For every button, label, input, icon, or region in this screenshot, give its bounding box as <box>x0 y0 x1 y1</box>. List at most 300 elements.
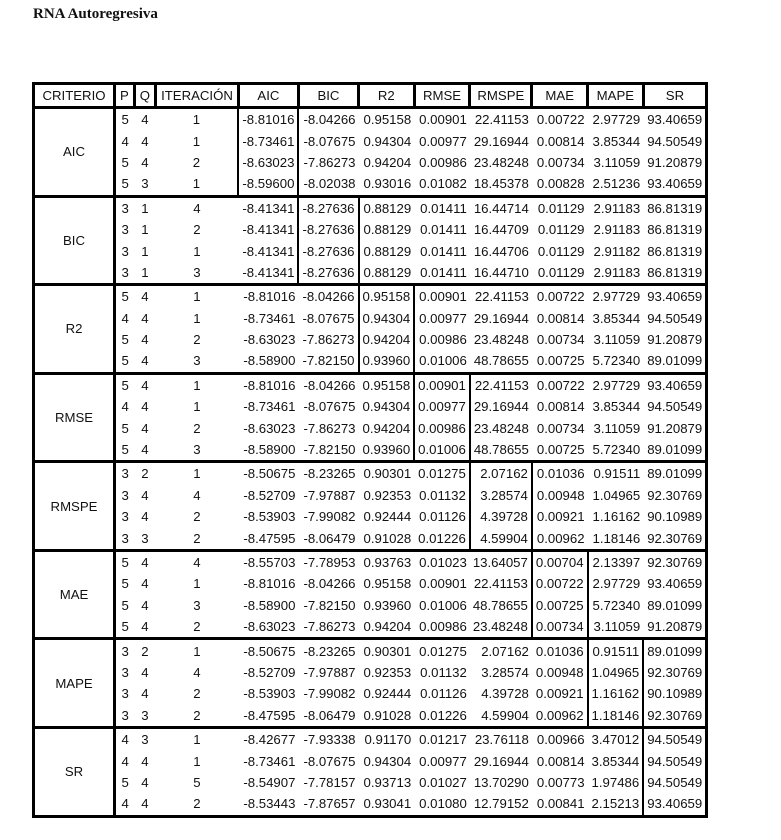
cell-sr: 89.01099 <box>643 639 707 662</box>
cell-sr: 93.40659 <box>643 373 707 396</box>
cell-sr: 89.01099 <box>647 442 703 458</box>
cell-mae: 0.00725 <box>536 442 585 458</box>
cell-bic: -7.82150 <box>303 597 356 613</box>
cell-iteracion: 2 <box>193 420 201 436</box>
cell-mape: 1.04965 <box>592 487 641 503</box>
cell-rmspe: 4.39728 <box>481 686 529 702</box>
cell-rmspe: 23.48248 <box>473 154 529 170</box>
table-row <box>34 152 707 173</box>
cell-aic: -8.54907 <box>243 774 296 790</box>
cell-q: 4 <box>141 774 149 790</box>
criterio-cell: MAE <box>34 550 115 639</box>
cell-iteracion: 3 <box>193 597 201 613</box>
cell-aic: -8.52709 <box>243 664 296 680</box>
criterio-cell: BIC <box>34 196 115 285</box>
cell-mae: 0.00773 <box>536 774 585 790</box>
cell-mae: 0.00841 <box>536 796 585 812</box>
cell-p: 3 <box>121 509 129 525</box>
table-row <box>34 329 707 350</box>
cell-iteracion: 1 <box>193 576 201 592</box>
cell-r2: 0.94204 <box>363 154 412 170</box>
cell-mape: 2.15213 <box>591 796 640 812</box>
cell-aic: -8.53903 <box>243 509 296 525</box>
cell-rmse: 0.01132 <box>420 664 467 680</box>
cell-iteracion: 5 <box>193 774 201 790</box>
cell-rmspe: 4.59904 <box>481 707 529 723</box>
cell-iteracion: 2 <box>192 154 201 170</box>
cell-mape: 3.11059 <box>593 619 641 635</box>
cell-bic: -7.78953 <box>298 550 358 573</box>
cell-rmse: 0.01126 <box>420 686 467 702</box>
cell-rmspe: 48.78655 <box>472 597 528 613</box>
table-row <box>34 462 707 485</box>
cell-mae: 0.00734 <box>532 616 588 639</box>
cell-mae: 0.00921 <box>535 686 584 702</box>
cell-mae: 0.00704 <box>532 550 588 573</box>
cell-rmse: 0.01217 <box>414 727 470 750</box>
cell-r2: 0.93960 <box>362 442 411 458</box>
cell-rmse: 0.00901 <box>414 285 470 308</box>
cell-sr: 89.01099 <box>647 353 703 369</box>
cell-p: 5 <box>115 550 135 573</box>
cell-r2: 0.88129 <box>363 222 412 238</box>
table-row <box>34 485 707 506</box>
cell-sr: 93.40659 <box>643 793 707 816</box>
table-row <box>34 240 707 261</box>
cell-aic: -8.42677 <box>238 727 298 750</box>
cell-mae: 0.00814 <box>536 753 585 769</box>
cell-sr: 92.30769 <box>643 550 707 573</box>
cell-aic: -8.73461 <box>243 310 296 326</box>
cell-r2: 0.91170 <box>359 727 415 750</box>
cell-rmspe: 23.48248 <box>473 332 529 348</box>
cell-p: 5 <box>121 442 129 458</box>
table-row <box>34 772 707 793</box>
cell-q: 4 <box>141 133 149 149</box>
cell-iteracion: 1 <box>193 243 201 259</box>
cell-q: 1 <box>141 264 149 280</box>
cell-mae: 0.00722 <box>532 285 588 308</box>
cell-sr: 94.50549 <box>643 772 707 793</box>
cell-bic: -8.27636 <box>298 262 358 285</box>
cell-mae: 0.00814 <box>536 399 585 415</box>
cell-mape: 2.97729 <box>592 576 641 592</box>
cell-aic: -8.81016 <box>243 576 296 592</box>
cell-rmse: 0.00901 <box>419 576 467 592</box>
cell-mape: 5.72340 <box>592 597 641 613</box>
cell-mae: 0.01129 <box>537 243 585 259</box>
cell-iteracion: 2 <box>193 707 201 723</box>
table-row <box>34 727 707 750</box>
cell-p: 3 <box>121 487 129 503</box>
cell-q: 4 <box>134 285 155 308</box>
cell-sr: 92.30769 <box>647 530 703 546</box>
cell-sr: 90.10989 <box>647 686 703 702</box>
table-row <box>34 308 707 329</box>
cell-mae: 0.00828 <box>536 176 585 192</box>
cell-q: 4 <box>141 686 149 702</box>
cell-aic: -8.81016 <box>238 373 298 396</box>
cell-aic: -8.73461 <box>243 753 296 769</box>
cell-mape: 3.85344 <box>592 310 641 326</box>
cell-mae: 0.00962 <box>535 707 584 723</box>
cell-sr: 92.30769 <box>647 707 703 723</box>
cell-mape: 1.16162 <box>592 509 641 525</box>
header-rmspe: RMSPE <box>470 84 532 108</box>
cell-rmse: 0.01226 <box>418 530 466 546</box>
cell-r2: 0.94304 <box>362 399 411 415</box>
cell-iteracion: 1 <box>156 285 239 308</box>
cell-r2: 0.94304 <box>363 753 412 769</box>
cell-iteracion: 4 <box>156 550 239 573</box>
cell-mape: 1.97486 <box>591 774 640 790</box>
cell-aic: -8.47595 <box>243 707 296 723</box>
table-row <box>34 219 707 240</box>
cell-sr: 86.81319 <box>647 222 703 238</box>
cell-rmspe: 13.70290 <box>473 774 529 790</box>
cell-iteracion: 3 <box>193 264 201 280</box>
cell-aic: -8.63023 <box>243 332 296 348</box>
cell-mape: 2.51236 <box>592 176 641 192</box>
cell-rmspe: 22.41153 <box>473 576 528 592</box>
cell-sr: 94.50549 <box>647 399 703 415</box>
cell-rmspe: 3.28574 <box>470 485 532 506</box>
cell-bic: -8.23265 <box>298 462 358 485</box>
cell-iteracion: 1 <box>193 399 201 415</box>
cell-rmspe: 23.76118 <box>470 727 532 750</box>
cell-iteracion: 2 <box>193 686 201 702</box>
cell-rmspe: 13.64057 <box>470 550 532 573</box>
cell-mape: 2.97729 <box>588 373 644 396</box>
cell-r2: 0.93016 <box>363 176 412 192</box>
cell-r2: 0.88129 <box>359 196 415 219</box>
cell-aic: -8.59600 <box>238 173 298 196</box>
header-mae: MAE <box>532 84 588 108</box>
cell-p: 5 <box>115 108 135 131</box>
table-row <box>34 506 707 527</box>
header-sr: SR <box>643 84 707 108</box>
cell-p: 5 <box>115 373 135 396</box>
criterio-cell: AIC <box>34 108 115 197</box>
cell-bic: -7.87657 <box>303 796 356 812</box>
cell-q: 2 <box>134 462 155 485</box>
cell-mae: 0.00814 <box>536 310 585 326</box>
cell-p: 3 <box>121 530 129 546</box>
cell-q: 4 <box>141 509 149 525</box>
cell-mae: 0.00948 <box>535 664 584 680</box>
table-row <box>34 285 707 308</box>
cell-sr: 93.40659 <box>643 108 707 131</box>
cell-rmspe: 16.44710 <box>473 264 529 280</box>
cell-sr: 93.40659 <box>643 285 707 308</box>
cell-rmspe: 22.41153 <box>470 285 532 308</box>
header-bic: BIC <box>298 84 358 108</box>
cell-mae: 0.00734 <box>536 154 585 170</box>
cell-rmspe: 3.28574 <box>481 664 529 680</box>
cell-mae: 0.00722 <box>532 108 588 131</box>
criterio-cell: MAPE <box>34 639 115 728</box>
cell-mae: 0.00725 <box>532 595 588 616</box>
cell-p: 5 <box>121 353 129 369</box>
cell-mape: 3.85344 <box>591 753 640 769</box>
cell-rmspe: 23.48248 <box>472 619 528 635</box>
cell-rmspe: 29.16944 <box>473 133 529 149</box>
cell-rmspe: 4.59904 <box>470 527 532 550</box>
cell-mae: 0.00962 <box>536 530 585 546</box>
cell-rmse: 0.01006 <box>419 597 467 613</box>
cell-sr: 93.40659 <box>647 576 703 592</box>
cell-rmse: 0.01082 <box>419 176 467 192</box>
criterio-cell: R2 <box>34 285 115 374</box>
cell-aic: -8.73461 <box>243 399 296 415</box>
cell-q: 4 <box>141 332 149 348</box>
cell-rmse: 0.01132 <box>419 487 466 503</box>
cell-bic: -8.27636 <box>298 219 358 240</box>
cell-r2: 0.95158 <box>359 373 415 396</box>
cell-r2: 0.90301 <box>359 639 415 662</box>
cell-q: 4 <box>141 310 149 326</box>
cell-bic: -8.07675 <box>303 399 356 415</box>
cell-rmse: 0.01126 <box>419 509 466 525</box>
cell-p: 5 <box>121 176 129 192</box>
cell-aic: -8.41341 <box>242 264 295 280</box>
cell-bic: -8.04266 <box>298 373 358 396</box>
table-row <box>34 662 707 683</box>
cell-bic: -8.06479 <box>303 530 356 546</box>
cell-iteracion: 1 <box>156 639 239 662</box>
cell-iteracion: 3 <box>193 353 201 369</box>
cell-bic: -8.07675 <box>302 310 355 326</box>
cell-mape: 3.85344 <box>592 133 641 149</box>
cell-p: 3 <box>115 639 135 662</box>
cell-rmspe: 16.44709 <box>473 222 529 238</box>
cell-sr: 90.10989 <box>647 509 703 525</box>
cell-q: 4 <box>141 664 149 680</box>
cell-bic: -8.04266 <box>298 108 358 131</box>
criterio-cell: RMSPE <box>34 462 115 551</box>
table-row <box>34 793 707 816</box>
cell-aic: -8.81016 <box>238 285 298 308</box>
cell-rmse: 0.00901 <box>414 108 470 131</box>
cell-q: 3 <box>141 176 149 192</box>
cell-mape: 3.11059 <box>593 332 641 348</box>
cell-sr: 91.20879 <box>647 332 703 348</box>
cell-mae: 0.00966 <box>532 727 588 750</box>
cell-bic: -7.97887 <box>303 664 356 680</box>
cell-r2: 0.92444 <box>363 509 412 525</box>
header-r2: R2 <box>359 84 415 108</box>
cell-mape: 1.18146 <box>592 530 641 546</box>
cell-r2: 0.93763 <box>359 550 415 573</box>
cell-r2: 0.93960 <box>363 597 412 613</box>
table-row <box>34 373 707 396</box>
cell-q: 4 <box>141 420 149 436</box>
cell-sr: 94.50549 <box>647 310 703 326</box>
cell-sr: 91.20879 <box>647 420 703 436</box>
cell-sr: 93.40659 <box>647 176 703 192</box>
cell-rmse: 0.01226 <box>419 707 467 723</box>
cell-rmspe: 29.16944 <box>473 399 529 415</box>
header-q: Q <box>134 84 155 108</box>
cell-aic: -8.58900 <box>243 353 296 369</box>
cell-r2: 0.91028 <box>363 707 412 723</box>
cell-bic: -8.04266 <box>303 576 356 592</box>
cell-p: 4 <box>121 796 129 812</box>
table-row <box>34 196 707 219</box>
cell-aic: -8.41341 <box>238 196 298 219</box>
cell-q: 3 <box>141 530 149 546</box>
cell-q: 1 <box>141 222 149 238</box>
cell-mae: 0.00734 <box>536 332 585 348</box>
cell-q: 4 <box>141 487 149 503</box>
cell-aic: -8.58900 <box>243 442 296 458</box>
cell-r2: 0.94304 <box>359 308 415 329</box>
cell-rmse: 0.00986 <box>419 154 467 170</box>
cell-rmspe: 48.78655 <box>473 442 529 458</box>
cell-iteracion: 4 <box>193 664 201 680</box>
cell-rmse: 0.01411 <box>414 196 470 219</box>
cell-q: 3 <box>141 707 149 723</box>
cell-rmse: 0.01006 <box>414 439 470 462</box>
cell-mae: 0.01129 <box>537 222 585 238</box>
cell-q: 4 <box>141 597 149 613</box>
cell-rmse: 0.01027 <box>419 774 467 790</box>
cell-sr: 91.20879 <box>647 154 703 170</box>
cell-mape: 3.11059 <box>593 154 641 170</box>
cell-sr: 92.30769 <box>647 664 703 680</box>
cell-p: 3 <box>121 264 129 280</box>
cell-q: 4 <box>141 442 149 458</box>
cell-sr: 94.50549 <box>643 727 707 750</box>
cell-q: 4 <box>134 550 155 573</box>
cell-iteracion: 4 <box>156 196 239 219</box>
cell-p: 3 <box>121 222 129 238</box>
cell-mae: 0.01129 <box>532 196 588 219</box>
cell-bic: -7.99082 <box>303 686 356 702</box>
cell-p: 5 <box>121 597 129 613</box>
cell-rmse: 0.00977 <box>419 753 467 769</box>
cell-p: 3 <box>121 707 129 723</box>
cell-rmspe: 23.48248 <box>473 420 529 436</box>
cell-q: 4 <box>141 576 149 592</box>
cell-bic: -7.78157 <box>303 774 356 790</box>
cell-p: 3 <box>121 243 129 259</box>
cell-aic: -8.41341 <box>242 243 295 259</box>
cell-rmse: 0.00986 <box>419 619 467 635</box>
cell-mape: 1.18146 <box>588 705 644 728</box>
cell-sr: 86.81319 <box>647 264 703 280</box>
cell-aic: -8.63023 <box>243 619 296 635</box>
cell-p: 3 <box>121 664 129 680</box>
criterio-cell: SR <box>34 727 115 816</box>
cell-bic: -7.99082 <box>303 509 356 525</box>
cell-r2: 0.93041 <box>363 796 412 812</box>
cell-q: 4 <box>134 108 155 131</box>
cell-rmspe: 4.39728 <box>470 506 532 527</box>
table-row <box>34 550 707 573</box>
cell-mae: 0.00734 <box>536 420 585 436</box>
table-row <box>34 350 707 373</box>
cell-rmse: 0.00986 <box>419 332 467 348</box>
cell-mape: 3.85344 <box>592 399 641 415</box>
table-row <box>34 262 707 285</box>
cell-mape: 5.72340 <box>592 442 641 458</box>
cell-bic: -8.07675 <box>303 753 356 769</box>
table-row <box>34 439 707 462</box>
cell-p: 4 <box>115 727 135 750</box>
cell-p: 4 <box>121 133 129 149</box>
cell-iteracion: 2 <box>193 619 201 635</box>
cell-aic: -8.63023 <box>243 420 296 436</box>
cell-aic: -8.63023 <box>238 152 298 173</box>
cell-iteracion: 1 <box>192 176 201 192</box>
cell-bic: -8.07675 <box>303 133 356 149</box>
cell-p: 4 <box>121 399 129 415</box>
cell-mae: 0.00722 <box>532 573 588 594</box>
cell-iteracion: 1 <box>193 310 201 326</box>
cell-q: 3 <box>134 727 155 750</box>
cell-mape: 1.16162 <box>588 683 644 704</box>
cell-sr: 94.50549 <box>647 133 703 149</box>
cell-rmse: 0.01275 <box>414 462 470 485</box>
cell-r2: 0.91028 <box>363 530 412 546</box>
cell-aic: -8.41341 <box>242 222 295 238</box>
cell-iteracion: 2 <box>193 530 201 546</box>
cell-sr: 86.81319 <box>643 196 707 219</box>
cell-mape: 2.97729 <box>588 108 644 131</box>
header-aic: AIC <box>238 84 298 108</box>
cell-mape: 0.91511 <box>588 639 644 662</box>
cell-p: 5 <box>121 619 129 635</box>
cell-rmse: 0.01023 <box>414 550 470 573</box>
cell-mae: 0.01129 <box>537 264 585 280</box>
cell-mape: 0.91511 <box>588 462 644 485</box>
cell-rmse: 0.01080 <box>419 796 467 812</box>
cell-bic: -8.06479 <box>303 707 356 723</box>
cell-rmspe: 22.41153 <box>470 108 532 131</box>
cell-rmse: 0.00977 <box>419 310 467 326</box>
cell-r2: 0.95158 <box>359 108 415 131</box>
cell-r2: 0.92444 <box>363 686 412 702</box>
cell-rmspe: 29.16944 <box>473 753 529 769</box>
cell-r2: 0.94204 <box>359 329 415 350</box>
cell-mae: 0.00725 <box>536 353 585 369</box>
cell-bic: -7.86273 <box>303 420 356 436</box>
cell-bic: -8.02038 <box>303 176 356 192</box>
cell-aic: -8.52709 <box>243 487 296 503</box>
cell-q: 4 <box>141 353 149 369</box>
cell-bic: -7.93338 <box>298 727 358 750</box>
cell-mape: 2.13397 <box>588 550 644 573</box>
cell-iteracion: 1 <box>192 133 201 149</box>
cell-q: 4 <box>141 619 149 635</box>
cell-mae: 0.00814 <box>536 133 585 149</box>
cell-r2: 0.88129 <box>363 264 412 280</box>
cell-bic: -7.82150 <box>303 442 356 458</box>
cell-rmspe: 2.07162 <box>470 639 532 662</box>
cell-aic: -8.55703 <box>238 550 298 573</box>
cell-mape: 3.47012 <box>588 727 644 750</box>
cell-aic: -8.81016 <box>238 108 298 131</box>
cell-aic: -8.58900 <box>243 597 296 613</box>
cell-q: 1 <box>141 243 149 259</box>
cell-bic: -7.82150 <box>302 353 355 369</box>
header-criterio: CRITERIO <box>34 84 115 108</box>
cell-q: 4 <box>141 753 149 769</box>
cell-iteracion: 3 <box>193 442 201 458</box>
cell-bic: -8.27636 <box>298 240 358 261</box>
table-body <box>34 108 707 817</box>
